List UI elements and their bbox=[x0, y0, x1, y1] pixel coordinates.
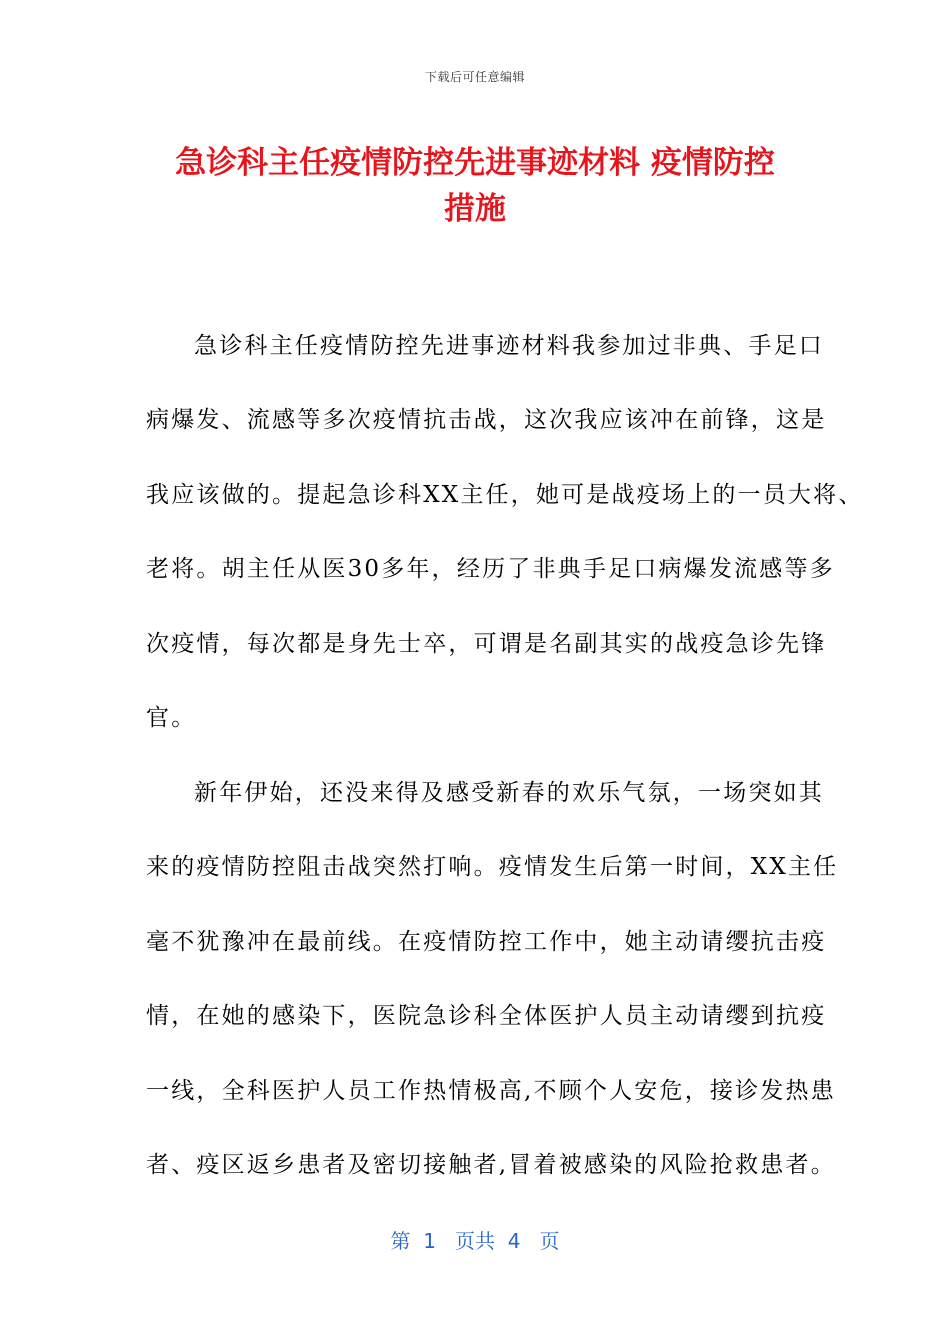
header-note: 下载后可任意编辑 bbox=[424, 70, 525, 84]
page-number: 第 1 页共 4 页 bbox=[390, 1229, 560, 1253]
paragraph-line: 者、疫区返乡患者及密切接触者,冒着被感染的风险抢救患者。 bbox=[146, 1152, 836, 1178]
title-line-2: 措施 bbox=[444, 191, 506, 227]
paragraph-line: 我应该做的。提起急诊科XX主任，她可是战疫场上的一员大将、 bbox=[146, 482, 864, 508]
paragraph-line: 病爆发、流感等多次疫情抗击战，这次我应该冲在前锋，这是 bbox=[146, 407, 827, 433]
paragraph-line: 次疫情，每次都是身先士卒，可谓是名副其实的战疫急诊先锋 bbox=[146, 631, 827, 657]
paragraph-line: 来的疫情防控阻击战突然打响。疫情发生后第一时间，XX主任 bbox=[146, 854, 839, 880]
paragraph-line: 官。 bbox=[146, 705, 197, 731]
paragraph-line: 新年伊始，还没来得及感受新春的欢乐气氛，一场突如其 bbox=[194, 780, 824, 806]
paragraph-line: 毫不犹豫冲在最前线。在疫情防控工作中，她主动请缨抗击疫 bbox=[146, 929, 827, 955]
paragraph-line: 情，在她的感染下，医院急诊科全体医护人员主动请缨到抗疫 bbox=[146, 1003, 827, 1029]
paragraph-line: 一线，全科医护人员工作热情极高,不顾个人安危，接诊发热患 bbox=[146, 1078, 836, 1104]
paragraph-line: 急诊科主任疫情防控先进事迹材料我参加过非典、手足口 bbox=[194, 333, 824, 359]
paragraph-line: 老将。胡主任从医30多年，经历了非典手足口病爆发流感等多 bbox=[146, 556, 835, 582]
title-line-1: 急诊科主任疫情防控先进事迹材料 疫情防控 bbox=[175, 145, 775, 181]
document-title bbox=[140, 140, 810, 232]
